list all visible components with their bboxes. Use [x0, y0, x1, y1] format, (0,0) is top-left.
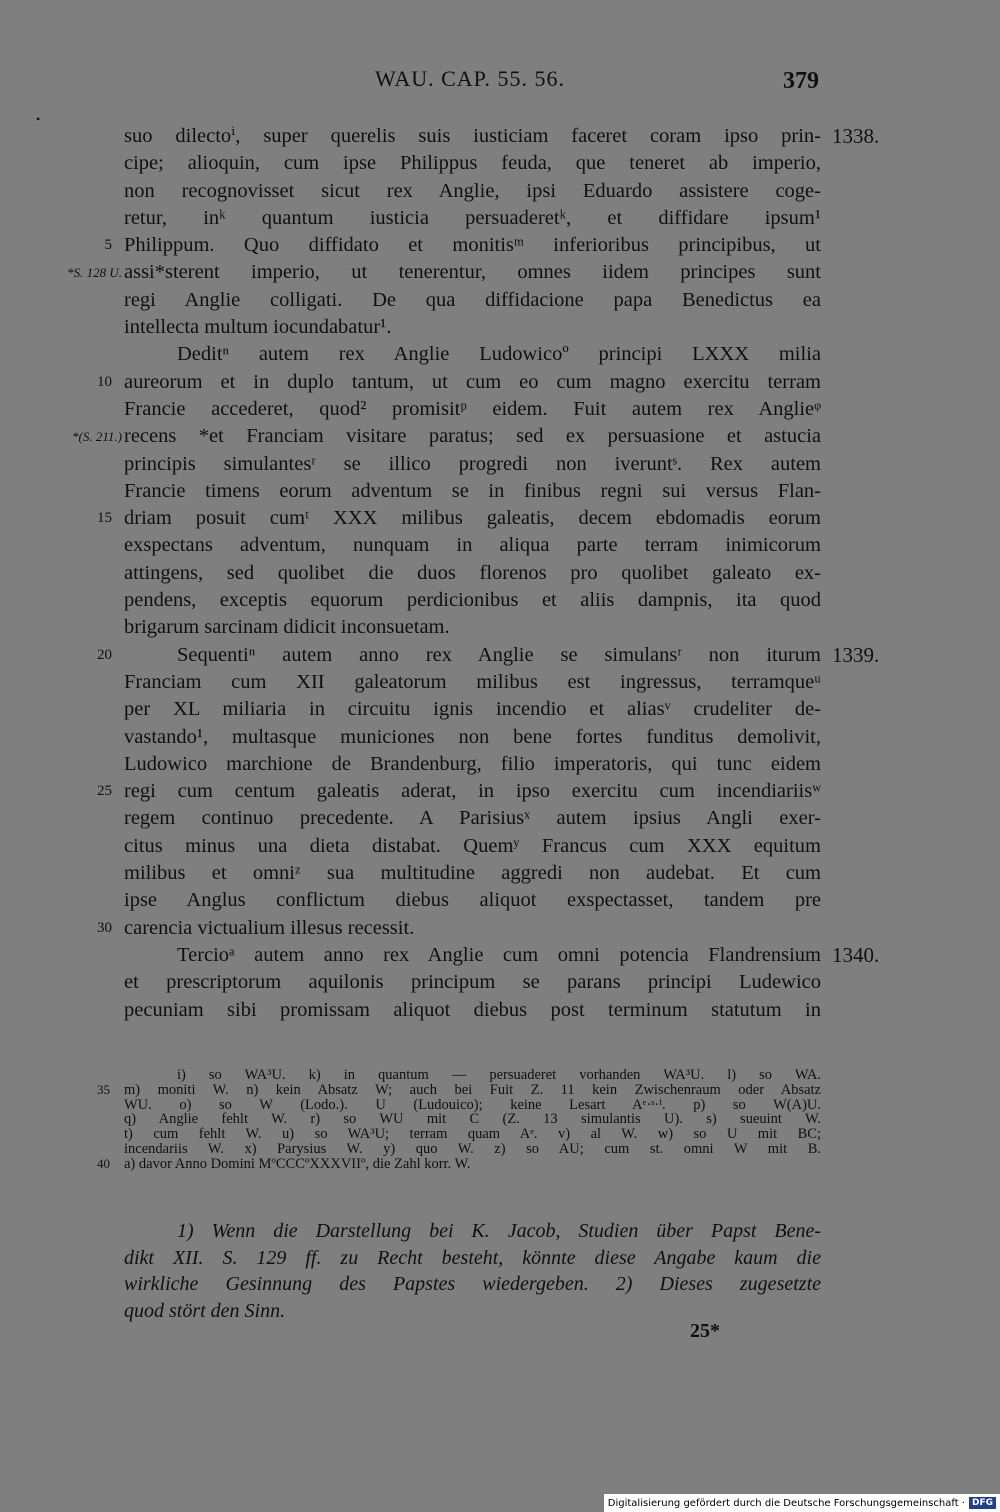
line-text: Ludowico marchione de Brandenburg, filio imperatoris, qui tunc eidem [124, 752, 821, 775]
dfg-logo: DFG [969, 1497, 996, 1509]
line-text: intellecta multum iocundabatur¹. [124, 316, 392, 339]
line-text: Philippum. Quo diffidato et monitisᵐ inferioribus principibus, ut [124, 234, 821, 257]
line-text: pendens, exceptis equorum perdicionibus et aliis dampnis, ita quod [124, 589, 821, 612]
text-line [0, 669, 1000, 696]
text-line [0, 178, 1000, 205]
year-marginal: 1338. [832, 124, 880, 148]
text-line [0, 259, 1000, 286]
line-text: regi cum centum galeatis aderat, in ipso exercitu cum incendiariisʷ [124, 780, 821, 803]
footnote-line [0, 1068, 1000, 1083]
line-text: attingens, sed quolibet die duos florenos pro quolibet galeato ex- [124, 561, 821, 584]
line-text: carencia victualium illesus recessit. [124, 916, 415, 939]
text-line [0, 614, 1000, 641]
footnote-line [0, 1157, 1000, 1172]
text-line [0, 150, 1000, 177]
line-text: recens *et Franciam visitare paratus; sed ex persuasione et astucia [124, 425, 821, 448]
note-line [0, 1218, 1000, 1245]
text-line [0, 123, 1000, 150]
line-text: et prescriptorum aquilonis principum se parans principi Ludewico [124, 971, 821, 994]
year-marginal: 1340. [832, 942, 880, 967]
note-text: quod stört den Sinn. [124, 1299, 286, 1322]
text-line [0, 560, 1000, 587]
line-text: retur, inᵏ quantum iusticia persuaderetᵏ, et diffidare ipsum¹ [124, 206, 821, 229]
text-line [0, 887, 1000, 914]
text-line [0, 287, 1000, 314]
note-line [0, 1298, 1000, 1325]
line-text: driam posuit cumᵗ XXX milibus galeatis, decem ebdomadis eorum [124, 507, 821, 530]
commentary-notes [0, 1218, 1000, 1324]
line-text: Francie timens eorum adventum se in finibus regni sui versus Flan- [124, 479, 821, 502]
page-number: 379 [783, 68, 819, 94]
line-text: cipe; alioquin, cum ipse Philippus feuda, que teneret ab imperio, [124, 152, 821, 175]
line-number: 40 [97, 1155, 110, 1171]
text-line [0, 696, 1000, 723]
text-line [0, 751, 1000, 778]
line-number: 20 [97, 646, 112, 663]
line-text: Deditⁿ autem rex Anglie Ludowicoº principi LXXX milia [177, 343, 821, 366]
running-title: WAU. CAP. 55. 56. [375, 66, 565, 91]
line-text: per XL miliaria in circuitu ignis incendio et aliasᵛ crudeliter de- [124, 698, 821, 721]
footnote-text: m) moniti W. n) kein Absatz W; auch bei Fuit Z. 11 kein Zwischenraum oder Absatz [124, 1082, 821, 1098]
line-text: Francie accederet, quod² promisitᵖ eidem. Fuit autem rex Anglieᵠ [124, 397, 821, 420]
text-line [0, 205, 1000, 232]
line-number: 30 [97, 919, 112, 936]
line-number: 15 [97, 510, 112, 527]
text-line [0, 369, 1000, 396]
digitization-credit-bar [604, 1494, 1000, 1512]
text-line [0, 478, 1000, 505]
text-line [0, 423, 1000, 450]
line-text: brigarum sarcinam didicit inconsuetam. [124, 616, 450, 639]
text-line [0, 341, 1000, 368]
footnote-line [0, 1112, 1000, 1127]
footnote-text: q) Anglie fehlt W. r) so WU mit C (Z. 13 simulantis U). s) sueuint W. [124, 1112, 821, 1128]
footnote-line [0, 1098, 1000, 1113]
text-line [0, 860, 1000, 887]
line-text: regem continuo precedente. A Parisiusˣ autem ipsius Angli exer- [124, 807, 821, 830]
line-text: assi*sterent imperio, ut tenerentur, omnes iidem principes sunt [124, 261, 821, 284]
text-line [0, 451, 1000, 478]
line-number: 35 [97, 1081, 110, 1097]
text-line [0, 505, 1000, 532]
text-line [0, 778, 1000, 805]
margin-dot: • [36, 112, 41, 126]
note-text: wirkliche Gesinnung des Papstes wiedergeben. 2) Dieses zugesetzte [124, 1273, 821, 1295]
footnote-text: i) so WA³U. k) in quantum — persuaderet vorhanden WA³U. l) so WA. [177, 1068, 821, 1083]
text-line [0, 997, 1000, 1024]
footnote-text: incendariis W. x) Parysius W. y) quo W. z) so AU; cum st. omni W mit B. [124, 1141, 821, 1157]
note-line [0, 1245, 1000, 1272]
line-text: regi Anglie colligati. De qua diffidacione papa Benedictus ea [124, 288, 821, 311]
line-number: 5 [104, 237, 112, 254]
page-reference-sidenote: *(S. 211.) [72, 429, 122, 445]
line-text: citus minus una dieta distabat. Quemʸ Francus cum XXX equitum [124, 834, 821, 857]
footnote-line [0, 1127, 1000, 1142]
line-text: aureorum et in duplo tantum, ut cum eo cum magno exercitu terram [124, 370, 821, 393]
text-line [0, 587, 1000, 614]
footnote-text: WU. o) so W (Lodo.). U (Ludouico); keine Lesart Aᵉ·ˢ·ⁱ. p) so W(A)U. [124, 1097, 821, 1113]
footnote-line [0, 1142, 1000, 1157]
sheet-signature: 25* [690, 1320, 720, 1342]
text-line [0, 314, 1000, 341]
note-text: dikt XII. S. 129 ff. zu Recht besteht, könnte diese Angabe kaum die [124, 1246, 821, 1269]
line-text: pecuniam sibi promissam aliquot diebus post terminum statutum in [124, 998, 821, 1021]
text-line [0, 396, 1000, 423]
line-text: Tercioᵃ autem anno rex Anglie cum omni potencia Flandrensium [177, 943, 821, 966]
note-line [0, 1271, 1000, 1298]
note-text: 1) Wenn die Darstellung bei K. Jacob, Studien über Papst Bene- [177, 1220, 821, 1242]
text-line [0, 532, 1000, 559]
footnote-text: a) davor Anno Domini MºCCCºXXXVIIº, die Zahl korr. W. [124, 1156, 471, 1172]
line-text: suo dilectoⁱ, super querelis suis iusticiam faceret coram ipso prin- [124, 125, 821, 147]
line-text: exspectans adventum, nunquam in aliqua parte terram inimicorum [124, 534, 821, 557]
line-text: non recognovisset sicut rex Anglie, ipsi Eduardo assistere coge- [124, 179, 821, 202]
text-line [0, 833, 1000, 860]
line-text: Sequentiⁿ autem anno rex Anglie se simulansʳ non iturum [177, 643, 821, 666]
text-line [0, 805, 1000, 832]
credit-text: Digitalisierung gefördert durch die Deutsche Forschungsgemeinschaft · [607, 1497, 965, 1509]
line-text: principis simulantesʳ se illico progredi non iveruntˢ. Rex autem [124, 452, 821, 475]
text-line [0, 942, 1000, 969]
line-text: Franciam cum XII galeatorum milibus est ingressus, terramqueᵘ [124, 670, 821, 693]
footnote-line [0, 1083, 1000, 1098]
page-header [0, 66, 1000, 96]
year-marginal: 1339. [832, 642, 880, 667]
footnote-text: t) cum fehlt W. u) so WA³U; terram quam Aᵉ. v) al W. w) so U mit BC; [124, 1127, 821, 1142]
line-text: vastando¹, multasque municiones non bene fortes funditus demolivit, [124, 725, 821, 748]
text-line [0, 915, 1000, 942]
main-text [0, 123, 1000, 1024]
line-text: ipse Anglus conflictum diebus aliquot exspectasset, tandem pre [124, 889, 821, 912]
line-text: milibus et omniᶻ sua multitudine aggredi non audebat. Et cum [124, 862, 821, 885]
text-line [0, 642, 1000, 669]
text-line [0, 232, 1000, 259]
page-reference-sidenote: *S. 128 U. [67, 265, 122, 281]
text-line [0, 724, 1000, 751]
critical-apparatus [0, 1068, 1000, 1172]
line-number: 25 [97, 783, 112, 800]
text-line [0, 969, 1000, 996]
line-number: 10 [97, 373, 112, 390]
